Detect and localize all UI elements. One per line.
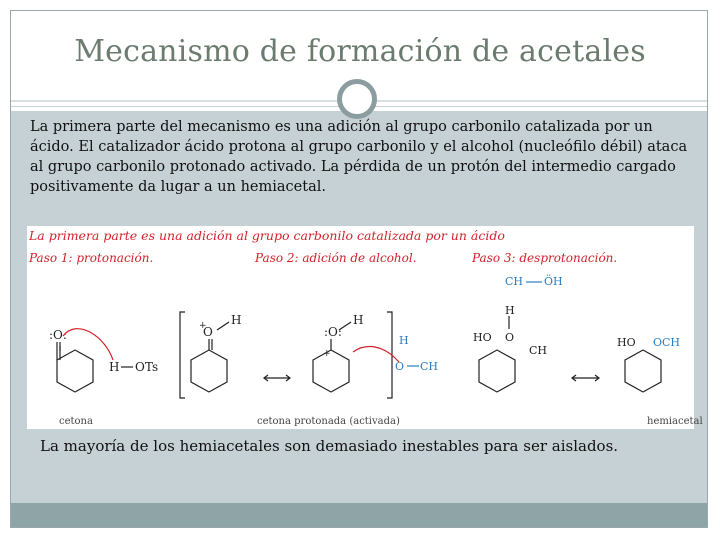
tosylate-label: OTs xyxy=(135,360,159,374)
plus-charge-1: + xyxy=(199,321,207,331)
hemiacetal-ho: HO xyxy=(617,336,636,349)
transfer-hydrogen: H xyxy=(505,304,515,317)
figure-heading: La primera parte es una adición al grupo carbonilo catalizada por un ácido xyxy=(29,228,505,243)
mechanism-diagram xyxy=(27,226,703,429)
intermediate-ch3: CH xyxy=(529,344,548,357)
hydrogen-2: H xyxy=(353,313,364,327)
intermediate-o: O xyxy=(505,331,515,344)
step2-label: Paso 2: adición de alcohol. xyxy=(255,251,417,265)
methanol-oxygen: O xyxy=(395,360,405,373)
hemiacetal-label: hemiacetal xyxy=(647,416,703,427)
intermediate-ring xyxy=(479,350,515,392)
methanol-oh: ÖH xyxy=(544,275,563,288)
mechanism-figure xyxy=(27,226,703,429)
bracket-left xyxy=(180,312,185,398)
body-paragraph: La primera parte del mecanismo es una adición al grupo carbonilo catalizada por un ácido. El catalizador ácido protona al grupo carbonilo y el alcohol (nucleófilo débil) ataca al grupo carbonilo protonado activado. La pérdida de un protón del intermedio cargado positivamente da lugar a un hemiacetal. xyxy=(30,119,688,195)
slide-title: Mecanismo de formación de acetales xyxy=(74,34,646,69)
step1-label: Paso 1: protonación. xyxy=(29,251,154,265)
step3-label: Paso 3: desprotonación. xyxy=(472,251,618,265)
protonated-oxygen-1: O xyxy=(203,325,213,339)
acid-hydrogen: H xyxy=(109,360,120,374)
hydrogen-1: H xyxy=(231,313,242,327)
methanol-ch3: CH xyxy=(505,275,524,288)
ketone-molecule xyxy=(57,346,93,392)
ketone-oxygen: :O: xyxy=(49,328,67,342)
hemiacetal-och3: OCH xyxy=(653,336,681,349)
protonation-arrow xyxy=(63,329,113,360)
methanol-methyl: CH xyxy=(420,360,439,373)
hemiacetal-ring xyxy=(625,350,661,392)
protonated-ketone-label: cetona protonada (activada) xyxy=(257,416,400,427)
plus-charge-2: + xyxy=(323,349,331,359)
methanol-hydrogen: H xyxy=(399,334,409,347)
ketone-label: cetona xyxy=(59,416,93,427)
circle-ornament-icon xyxy=(337,79,377,119)
caption-text: La mayoría de los hemiacetales son demasiado inestables para ser aislados. xyxy=(40,437,619,455)
footer-bar xyxy=(11,503,707,527)
intermediate-ho: HO xyxy=(473,331,492,344)
oxygen-2: :O: xyxy=(324,325,342,339)
